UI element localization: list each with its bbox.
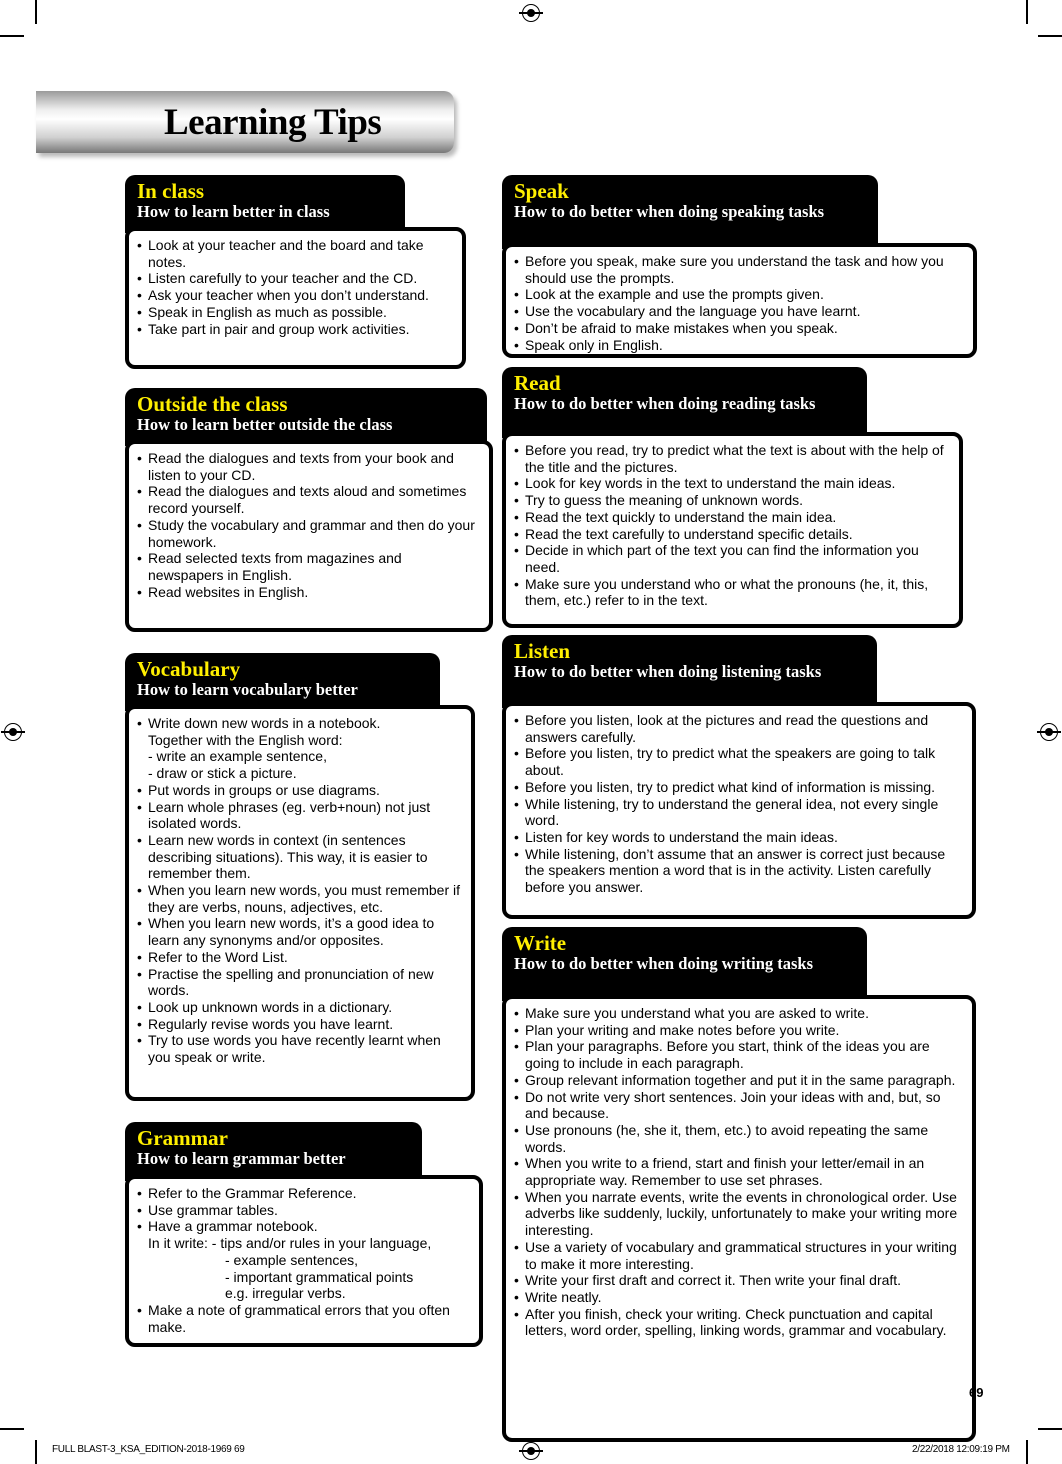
registration-mark-icon	[1040, 723, 1058, 741]
tip-item: • Practise the spelling and pronunciation of new words.	[137, 966, 463, 999]
title-banner	[36, 91, 454, 153]
tip-item: • Use a variety of vocabulary and grammatical structures in your writing to make it more interesting.	[514, 1239, 964, 1272]
crop-mark	[0, 1428, 24, 1430]
tips-box	[502, 995, 976, 1442]
tip-item: • Have a grammar notebook.	[137, 1218, 471, 1235]
tip-item: • Look up unknown words in a dictionary.	[137, 999, 463, 1016]
tips-box	[125, 705, 475, 1101]
section-header	[502, 367, 867, 438]
section-title: In class	[137, 179, 205, 203]
tip-item: - write an example sentence,	[148, 748, 327, 765]
section-title: Speak	[514, 179, 569, 203]
section-title: Outside the class	[137, 392, 288, 416]
tip-item: In it write: - tips and/or rules in your language,	[148, 1235, 432, 1252]
tip-item: • While listening, don’t assume that an answer is correct just because the speakers mention a word that is in the activity. Listen carefully before you answer.	[514, 846, 964, 896]
tip-item: • Read the text carefully to understand specific details.	[514, 526, 951, 543]
tip-item: • Group relevant information together and put it in the same paragraph.	[514, 1072, 964, 1089]
tip-item: • Plan your paragraphs. Before you start, think of the ideas you are going to include in each paragraph.	[514, 1038, 964, 1071]
section-header	[502, 175, 878, 249]
tip-item: • Decide in which part of the text you can find the information you need.	[514, 542, 951, 575]
crop-mark	[35, 0, 37, 24]
section-subtitle: How to do better when doing speaking tasks	[514, 202, 825, 221]
tips-list	[137, 715, 463, 1066]
tip-item: • Speak only in English.	[514, 337, 965, 354]
tip-item: • Read websites in English.	[137, 584, 481, 601]
tip-item: • When you learn new words, it’s a good idea to learn any synonyms and/or opposites.	[137, 915, 463, 948]
section-subtitle: How to do better when doing reading tasks	[514, 394, 816, 413]
tip-item: • Ask your teacher when you don’t understand.	[137, 287, 454, 304]
tip-item: • Look at the example and use the prompts given.	[514, 286, 965, 303]
tip-item: • Make a note of grammatical errors that you often make.	[137, 1302, 471, 1335]
section-header	[125, 388, 487, 446]
section-title: Listen	[514, 639, 571, 663]
tip-item: • Plan your writing and make notes before you write.	[514, 1022, 964, 1039]
crop-mark	[0, 35, 24, 37]
section-subtitle: How to learn better in class	[137, 202, 330, 221]
tip-item: • Read the text quickly to understand the main idea.	[514, 509, 951, 526]
tip-item: • Before you speak, make sure you understand the task and how you should use the prompts.	[514, 253, 965, 286]
section-title: Write	[514, 931, 567, 955]
tips-box	[502, 432, 963, 628]
tips-box	[125, 227, 466, 369]
tips-box	[125, 440, 493, 632]
tip-item: • Look for key words in the text to understand the main ideas.	[514, 475, 951, 492]
section-header	[502, 635, 877, 708]
section-subtitle: How to learn better outside the class	[137, 415, 393, 434]
tip-item: • Before you read, try to predict what the text is about with the help of the title and the pictures.	[514, 442, 951, 475]
tip-item: • Listen for key words to understand the main ideas.	[514, 829, 964, 846]
section-header	[125, 1122, 422, 1181]
tip-item: • Learn whole phrases (eg. verb+noun) not just isolated words.	[137, 799, 463, 832]
tip-item: • When you write to a friend, start and finish your letter/email in an appropriate way. Remember to use set phrases.	[514, 1155, 964, 1188]
tip-item: • While listening, try to understand the general idea, not every single word.	[514, 796, 964, 829]
section-subtitle: How to do better when doing writing tasks	[514, 954, 814, 973]
crop-mark	[1026, 0, 1028, 24]
tip-item: • Try to use words you have recently learnt when you speak or write.	[137, 1032, 463, 1065]
tip-item: • Use pronouns (he, she it, them, etc.) to avoid repeating the same words.	[514, 1122, 964, 1155]
crop-mark	[35, 1440, 37, 1464]
tip-item: • After you finish, check your writing. Check punctuation and capital letters, word order, spelling, linking words, grammar and vocabulary.	[514, 1306, 964, 1339]
footer-date: 2/22/2018 12:09:19 PM	[912, 1444, 1010, 1455]
tip-item: • Write neatly.	[514, 1289, 964, 1306]
tips-box	[125, 1175, 483, 1347]
tip-item: • Put words in groups or use diagrams.	[137, 782, 463, 799]
tip-item: • Before you listen, try to predict what the speakers are going to talk about.	[514, 745, 964, 778]
tip-item: • Make sure you understand who or what the pronouns (he, it, this, them, etc.) refer to in the text.	[514, 576, 951, 609]
tips-list	[137, 237, 454, 337]
tip-item: - important grammatical points	[225, 1268, 414, 1285]
tip-item: • Write down new words in a notebook.	[137, 715, 463, 732]
tip-item: - draw or stick a picture.	[148, 765, 297, 782]
tip-item: • Listen carefully to your teacher and the CD.	[137, 270, 454, 287]
tip-item: • Read the dialogues and texts aloud and sometimes record yourself.	[137, 483, 481, 516]
tip-item: • Refer to the Grammar Reference.	[137, 1185, 471, 1202]
tip-item: • Before you listen, try to predict what kind of information is missing.	[514, 779, 964, 796]
tip-item: • Make sure you understand what you are asked to write.	[514, 1005, 964, 1022]
section-header	[125, 653, 440, 711]
tip-item: • Speak in English as much as possible.	[137, 304, 454, 321]
tip-item: • Regularly revise words you have learnt.	[137, 1016, 463, 1033]
tip-item: Together with the English word:	[148, 731, 343, 748]
crop-mark	[1026, 1440, 1028, 1464]
tip-item: - example sentences,	[225, 1251, 359, 1268]
registration-mark-icon	[4, 723, 22, 741]
tip-item: • Study the vocabulary and grammar and then do your homework.	[137, 517, 481, 550]
section-subtitle: How to learn vocabulary better	[137, 680, 358, 699]
registration-mark-icon	[522, 1442, 540, 1460]
tips-list	[137, 450, 481, 600]
tip-item: • Read selected texts from magazines and newspapers in English.	[137, 550, 481, 583]
page-number: 69	[969, 1385, 984, 1400]
tip-item: • Look at your teacher and the board and take notes.	[137, 237, 454, 270]
tip-item: • Try to guess the meaning of unknown words.	[514, 492, 951, 509]
tip-item: • Use the vocabulary and the language you have learnt.	[514, 303, 965, 320]
tip-item: • Use grammar tables.	[137, 1202, 471, 1219]
tip-item: • Take part in pair and group work activities.	[137, 321, 454, 338]
page-title: Learning Tips	[164, 102, 382, 143]
tip-item: • Before you listen, look at the pictures and read the questions and answers carefully.	[514, 712, 964, 745]
tip-item: e.g. irregular verbs.	[225, 1285, 346, 1302]
section-title: Vocabulary	[137, 657, 241, 681]
tips-list	[514, 712, 964, 896]
tip-item: • Write your first draft and correct it. Then write your final draft.	[514, 1272, 964, 1289]
tip-item: • Don’t be afraid to make mistakes when you speak.	[514, 320, 965, 337]
tips-list	[514, 442, 951, 609]
tips-list	[514, 253, 965, 353]
section-header	[502, 927, 867, 1001]
tips-list	[137, 1185, 471, 1335]
crop-mark	[1038, 35, 1062, 37]
tip-item: • Do not write very short sentences. Join your ideas with and, but, so and because.	[514, 1089, 964, 1122]
registration-mark-icon	[522, 4, 540, 22]
tip-item: • When you narrate events, write the events in chronological order. Use adverbs like suddenly, luckily, unfortunately to make your writing more interesting.	[514, 1189, 964, 1239]
crop-mark	[1038, 1428, 1062, 1430]
section-subtitle: How to do better when doing listening tasks	[514, 662, 822, 681]
tips-box	[502, 702, 976, 919]
tip-item: • Refer to the Word List.	[137, 949, 463, 966]
tips-list	[514, 1005, 964, 1339]
section-subtitle: How to learn grammar better	[137, 1149, 346, 1168]
tips-box	[502, 243, 977, 358]
tip-item: • Learn new words in context (in sentences describing situations). This way, it is easier to remember them.	[137, 832, 463, 882]
section-header	[125, 175, 405, 233]
footer-file-info: FULL BLAST-3_KSA_EDITION-2018-1969 69	[52, 1444, 245, 1455]
section-title: Read	[514, 371, 561, 395]
tip-item: • When you learn new words, you must remember if they are verbs, nouns, adjectives, etc.	[137, 882, 463, 915]
section-title: Grammar	[137, 1126, 228, 1150]
tip-item: • Read the dialogues and texts from your book and listen to your CD.	[137, 450, 481, 483]
